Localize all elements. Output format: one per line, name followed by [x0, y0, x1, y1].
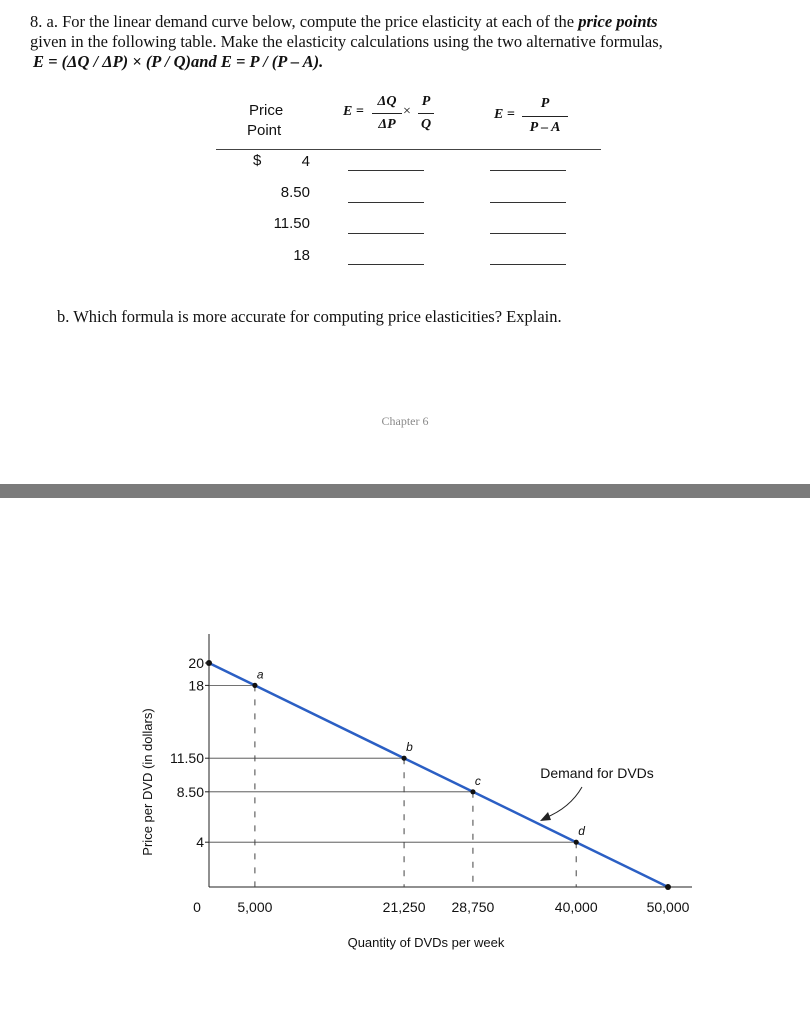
formula1-num2: P — [421, 94, 431, 109]
formula2-num: P — [540, 96, 550, 111]
point-label-a: a — [256, 667, 264, 682]
point-dot-d — [574, 840, 579, 845]
demand-annotation: Demand for DVDs — [540, 765, 654, 781]
part-b-question: b. Which formula is more accurate for computing price elasticities? Explain. — [57, 307, 562, 326]
point-dot-a — [252, 683, 257, 688]
point-dot-c — [470, 789, 475, 794]
formula1-num1: ΔQ — [377, 94, 397, 109]
y-tick-label: 18 — [188, 677, 204, 694]
point-label-d: d — [578, 824, 585, 839]
y-axis-title: Price per DVD (in dollars) — [140, 708, 155, 856]
y-tick-label: 8.50 — [176, 783, 204, 800]
x-tick-label: 40,000 — [554, 899, 598, 915]
formula1-den2: Q — [420, 117, 432, 132]
question-emphasis: price points — [578, 12, 658, 31]
point-label-b: b — [406, 740, 413, 755]
x-tick-label: 50,000 — [646, 899, 690, 915]
formula2-den: P – A — [529, 120, 561, 135]
question-formula-line: E = (ΔQ / ΔP) × (P / Q)and E = P / (P – A). — [33, 52, 324, 71]
annotation-arrowhead — [540, 812, 551, 821]
chapter-label: Chapter 6 — [381, 414, 429, 428]
header-price: Price — [249, 102, 284, 119]
x-tick-label: 28,750 — [451, 899, 495, 915]
question-text: 8. a. For the linear demand curve below, compute the price elasticity at each of the — [30, 12, 579, 31]
point-label-c: c — [474, 773, 481, 788]
x-tick-label: 0 — [193, 899, 201, 915]
formula2-lhs: E = — [494, 107, 515, 122]
point-dot-b — [401, 756, 406, 761]
question-line-2: given in the following table. Make the elasticity calculations using the two alternative formulas, — [30, 32, 663, 51]
annotation-arrow — [545, 787, 582, 818]
formula1-den1: ΔP — [378, 117, 396, 132]
demand-endpoint-dot — [665, 884, 671, 890]
price-row-1: 4 — [301, 153, 310, 170]
dollar-sign: $ — [253, 152, 262, 169]
price-row-3: 11.50 — [273, 215, 310, 232]
formula1-lhs: E = — [343, 104, 364, 119]
x-axis-title: Quantity of DVDs per week — [347, 935, 505, 950]
formula1-times: × — [403, 104, 411, 119]
header-point: Point — [247, 122, 282, 139]
x-tick-label: 21,250 — [382, 899, 426, 915]
y-tick-label: 20 — [188, 655, 204, 671]
y-tick-label: 4 — [196, 834, 204, 851]
price-row-4: 18 — [293, 247, 310, 264]
x-tick-label: 5,000 — [237, 899, 273, 915]
y-tick-label: 11.50 — [170, 750, 204, 767]
price-row-2: 8.50 — [280, 184, 310, 201]
